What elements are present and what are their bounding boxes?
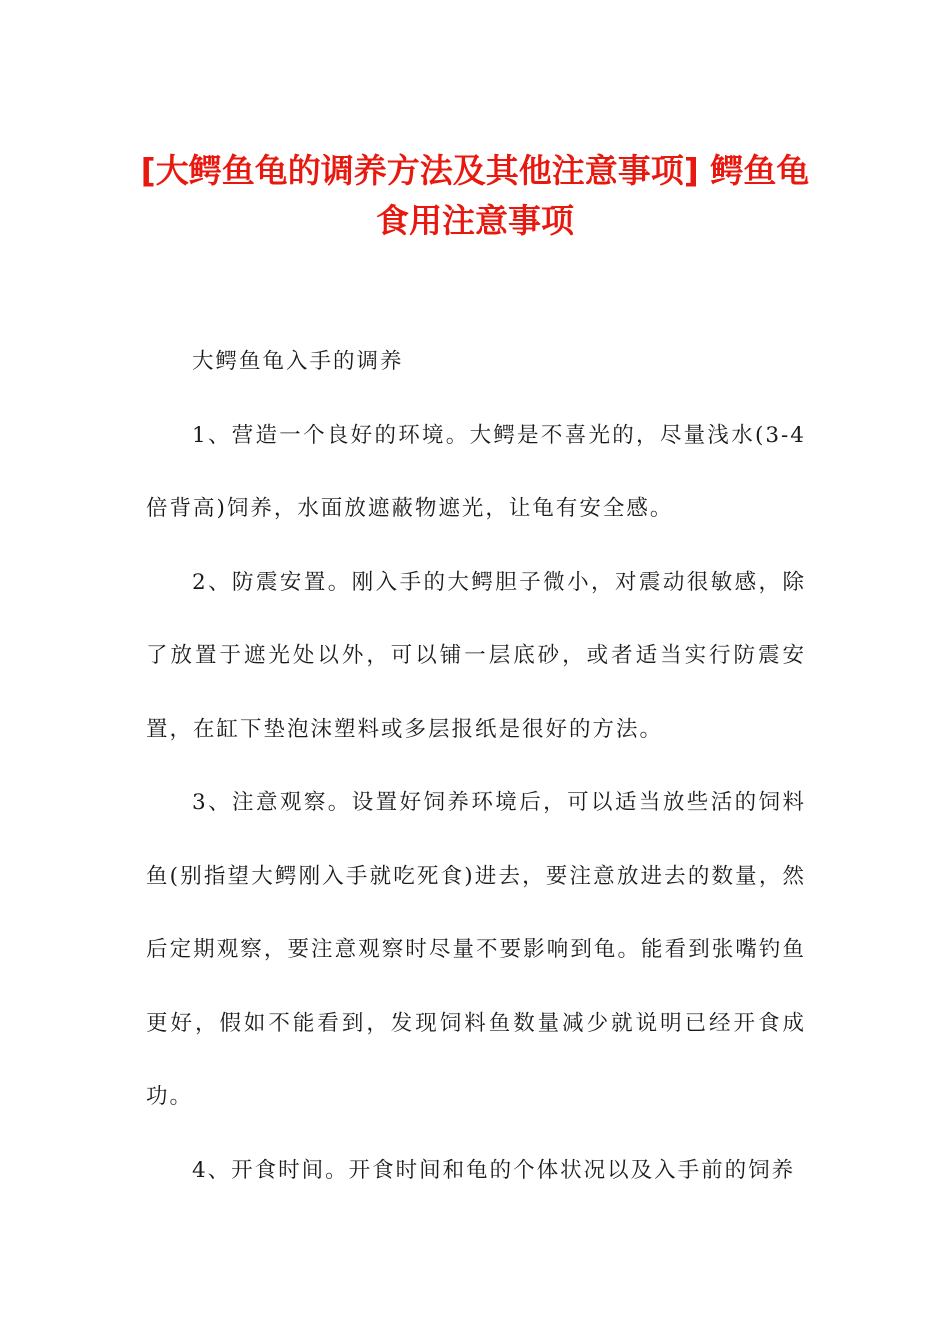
document-body <box>146 325 806 1207</box>
paragraph-4: 4、开食时间。开食时间和龟的个体状况以及入手前的饲养 <box>192 1157 796 1183</box>
paragraph-3: 3、注意观察。设置好饲养环境后，可以适当放些活的饲料鱼(别指望大鳄刚入手就吃死食)进去，要注意放进去的数量，然后定期观察，要注意观察时尽量不要影响到龟。能看到张嘴钓鱼更好，假如不能看到，发现饲料鱼数量减少就说明已经开食成功。 <box>146 790 806 1109</box>
document-title: [大鳄鱼龟的调养方法及其他注意事项] 鳄鱼龟食用注意事项 <box>140 151 810 240</box>
section-subheading: 大鳄鱼龟入手的调养 <box>192 349 404 374</box>
paragraph-2: 2、防震安置。刚入手的大鳄胆子微小，对震动很敏感，除了放置于遮光处以外，可以铺一层底砂，或者适当实行防震安置，在缸下垫泡沫塑料或多层报纸是很好的方法。 <box>146 569 806 742</box>
paragraph-1: 1、营造一个良好的环境。大鳄是不喜光的，尽量浅水(3-4倍背高)饲养，水面放遮蔽物遮光，让龟有安全感。 <box>146 422 806 521</box>
